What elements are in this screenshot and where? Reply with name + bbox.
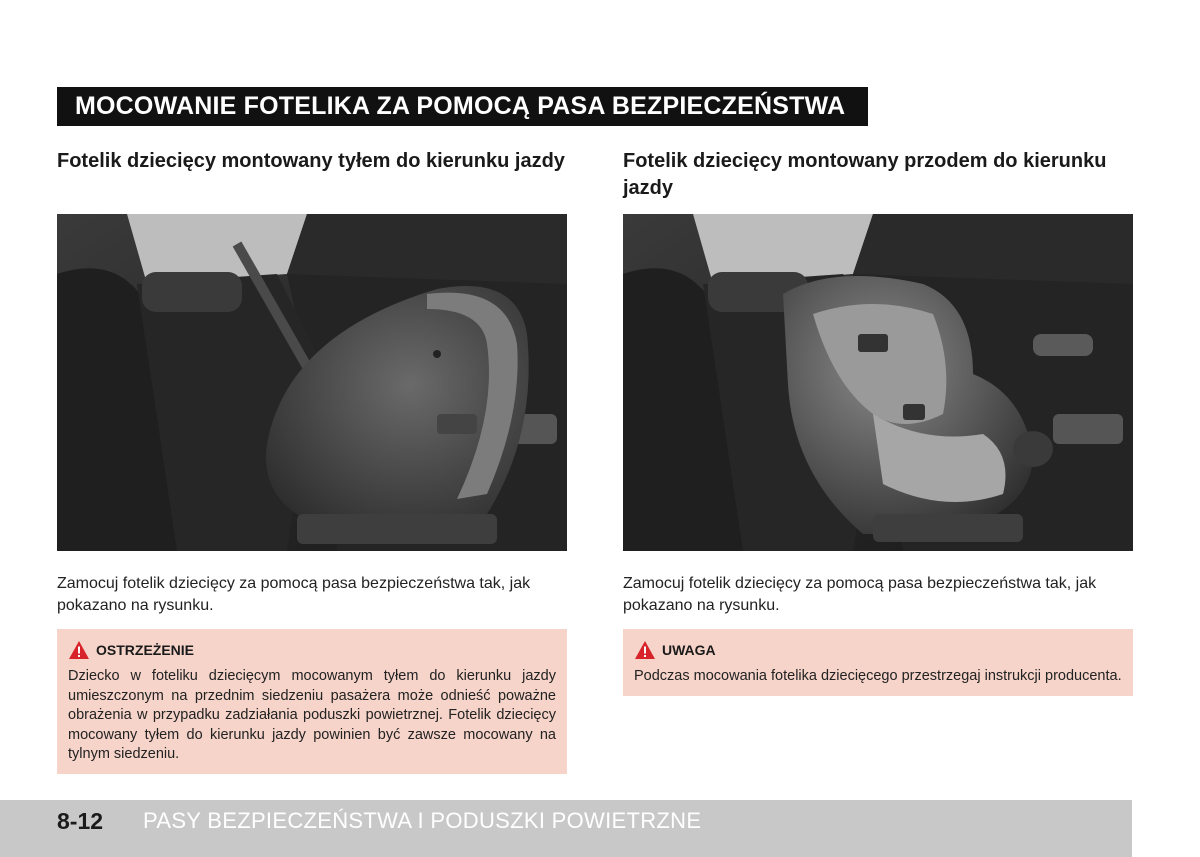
warning-label: OSTRZEŻENIE	[96, 642, 195, 658]
rear-facing-seat-photo	[57, 214, 567, 551]
caution-label: UWAGA	[662, 642, 716, 658]
warning-text: Dziecko w foteliku dziecięcym mocowanym tyłem do kierunku jazdy umieszczonym na przednim siedzeniu pasażera może odnieść poważne obrażenia w przypadku zadziałania poduszki powietrznej. Fotelik dziecięcy mocowany tyłem do kierunku jazdy powinien być zawsze mocowany na tylnym siedzeniu.	[68, 668, 556, 762]
right-column	[623, 148, 1133, 696]
right-paragraph: Zamocuj fotelik dziecięcy za pomocą pasa bezpieczeństwa tak, jak pokazano na rysunku.	[623, 575, 1097, 614]
warning-triangle-icon	[634, 640, 656, 660]
forward-facing-seat-photo	[623, 214, 1133, 551]
caution-text: Podczas mocowania fotelika dziecięcego przestrzegaj instrukcji producenta.	[634, 668, 1122, 684]
page-footer	[0, 800, 1132, 857]
section-title: MOCOWANIE FOTELIKA ZA POMOCĄ PASA BEZPIECZEŃSTWA	[57, 87, 868, 126]
page-number: 8-12	[57, 808, 104, 834]
chapter-title: PASY BEZPIECZEŃSTWA I PODUSZKI POWIETRZNE	[143, 808, 702, 833]
right-heading: Fotelik dziecięcy montowany przodem do kierunku jazdy	[623, 150, 1107, 199]
left-heading: Fotelik dziecięcy montowany tyłem do kierunku jazdy	[57, 150, 565, 172]
caution-box	[623, 629, 1133, 696]
warning-box	[57, 629, 567, 774]
left-column	[57, 148, 567, 774]
warning-triangle-icon	[68, 640, 90, 660]
left-paragraph: Zamocuj fotelik dziecięcy za pomocą pasa bezpieczeństwa tak, jak pokazano na rysunku.	[57, 575, 531, 614]
